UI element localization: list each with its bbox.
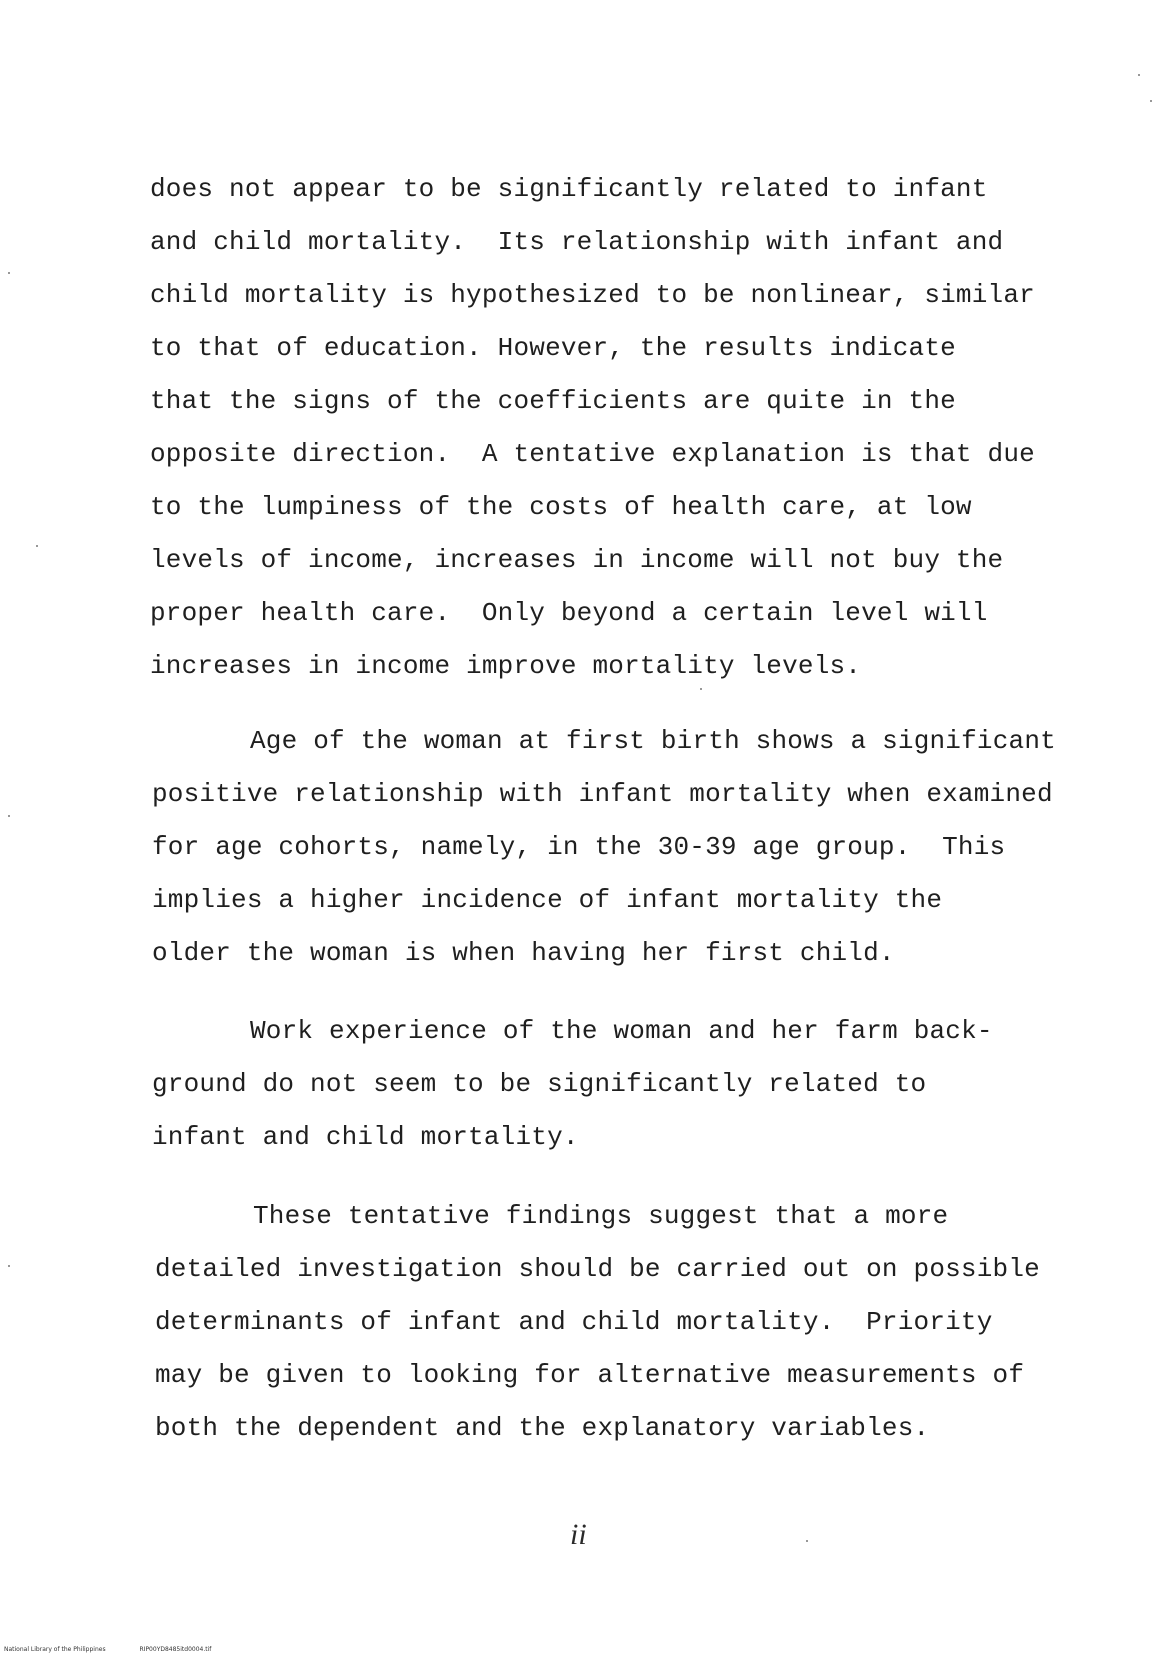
scan-speck: [36, 545, 38, 547]
text-line: infant and child mortality.: [152, 1122, 579, 1152]
paragraph-income: [150, 163, 1035, 693]
text-line: and child mortality. Its relationship with infant and: [150, 227, 1004, 257]
page-number: ii: [570, 1518, 587, 1551]
text-line: both the dependent and the explanatory variables.: [155, 1413, 930, 1443]
scan-speck: [1150, 100, 1152, 102]
text-line: These tentative findings suggest that a more: [253, 1201, 949, 1231]
text-line: Work experience of the woman and her farm back-: [250, 1016, 993, 1046]
paragraph-work-experience: [152, 1005, 993, 1164]
text-line: for age cohorts, namely, in the 30-39 age group. This: [152, 832, 1006, 862]
footer-library: National Library of the Philippines: [4, 1646, 106, 1653]
text-line: positive relationship with infant mortality when examined: [152, 779, 1053, 809]
footer-file-id: RIP00YD8485itd0004.tif: [139, 1646, 212, 1653]
scan-speck: [8, 1265, 10, 1267]
text-line: that the signs of the coefficients are quite in the: [150, 386, 956, 416]
scan-footer: [4, 1646, 243, 1653]
text-line: does not appear to be significantly related to infant: [150, 174, 988, 204]
text-line: ground do not seem to be significantly related to: [152, 1069, 927, 1099]
text-line: child mortality is hypothesized to be nonlinear, similar: [150, 280, 1035, 310]
text-line: determinants of infant and child mortality. Priority: [155, 1307, 993, 1337]
text-line: may be given to looking for alternative measurements of: [155, 1360, 1025, 1390]
text-line: increases in income improve mortality levels.: [150, 651, 862, 681]
text-line: older the woman is when having her first child.: [152, 938, 895, 968]
text-line: proper health care. Only beyond a certain level will: [150, 598, 988, 628]
text-line: to the lumpiness of the costs of health care, at low: [150, 492, 972, 522]
text-line: implies a higher incidence of infant mortality the: [152, 885, 943, 915]
paragraph-age-first-birth: [152, 715, 1056, 980]
text-line: to that of education. However, the results indicate: [150, 333, 956, 363]
text-line: levels of income, increases in income will not buy the: [150, 545, 1004, 575]
scan-speck: [700, 688, 702, 690]
scan-speck: [1138, 74, 1140, 76]
text-line: detailed investigation should be carried out on possible: [155, 1254, 1040, 1284]
scan-speck: [8, 272, 10, 274]
text-line: Age of the woman at first birth shows a significant: [250, 726, 1056, 756]
scan-speck: [8, 815, 10, 817]
scan-speck: [806, 1540, 808, 1542]
text-line: opposite direction. A tentative explanation is that due: [150, 439, 1035, 469]
paragraph-findings: [155, 1190, 1040, 1455]
